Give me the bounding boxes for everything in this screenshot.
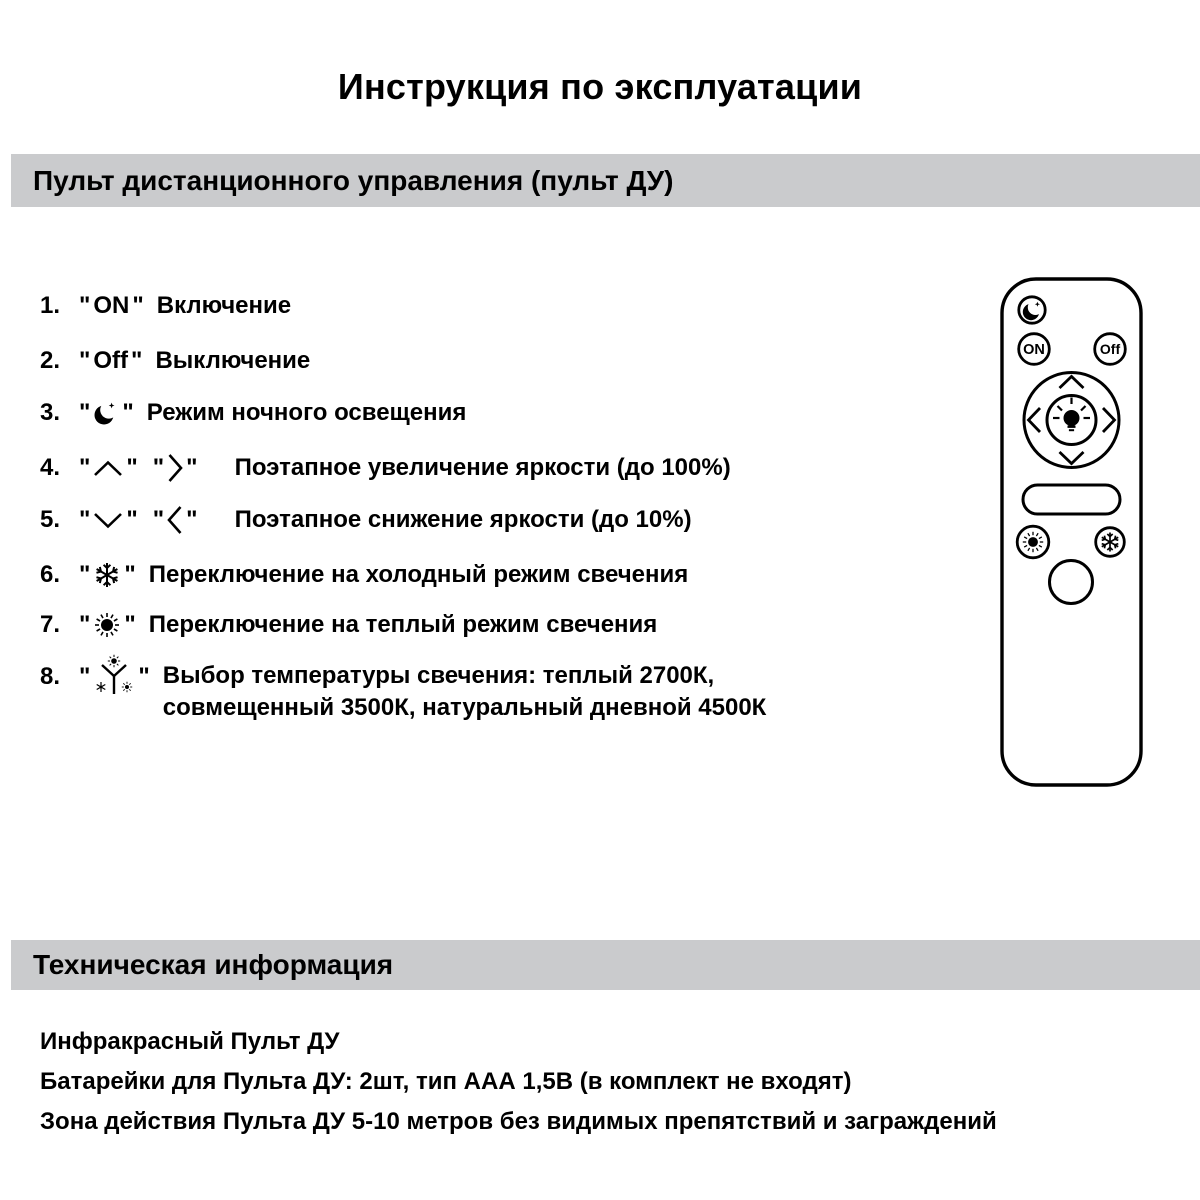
quote-mark: " xyxy=(79,454,91,481)
item-description: Поэтапное увеличение яркости (до 100%) xyxy=(234,454,731,481)
quote-mark: " xyxy=(152,506,165,533)
color-temperature-icon xyxy=(93,654,135,700)
quote-mark: " xyxy=(79,506,91,533)
item-number: 2. xyxy=(40,347,61,374)
night-mode-moon-icon xyxy=(93,399,119,427)
chevron-right-icon xyxy=(167,453,183,483)
item-number: 1. xyxy=(40,292,61,319)
button-label-off: Off xyxy=(93,347,129,374)
quote-mark: " xyxy=(79,292,91,319)
quote-mark: " xyxy=(124,611,136,638)
instruction-item-cold-mode xyxy=(40,558,688,592)
quote-mark: " xyxy=(79,663,91,690)
tech-line-remote-type: Инфракрасный Пульт ДУ xyxy=(40,1028,340,1055)
quote-mark: " xyxy=(152,454,165,481)
item-number: 5. xyxy=(40,506,61,533)
sun-icon xyxy=(93,611,121,639)
item-description: Выключение xyxy=(155,347,311,374)
remote-control-illustration xyxy=(1000,277,1143,787)
instruction-item-on xyxy=(40,289,291,323)
item-description-line1: Выбор температуры свечения: теплый 2700К, xyxy=(162,662,715,689)
item-description: Переключение на холодный режим свечения xyxy=(148,561,689,588)
section-header-remote-label: Пульт дистанционного управления (пульт ДУ) xyxy=(33,165,674,196)
quote-mark: " xyxy=(79,611,91,638)
section-header-tech-label: Техническая информация xyxy=(33,949,394,980)
section-header-tech xyxy=(11,940,1200,990)
item-description: Включение xyxy=(156,292,292,319)
item-description: Режим ночного освещения xyxy=(146,399,467,426)
quote-mark: " xyxy=(79,347,91,374)
quote-mark: " xyxy=(132,292,144,319)
item-number: 6. xyxy=(40,561,61,588)
item-description: Поэтапное снижение яркости (до 10%) xyxy=(234,506,692,533)
off-button-label: Off xyxy=(1099,341,1121,357)
page-title: Инструкция по эксплуатации xyxy=(337,66,863,107)
section-header-remote xyxy=(11,154,1200,207)
tech-line-range: Зона действия Пульта ДУ 5-10 метров без видимых препятствий и заграждений xyxy=(40,1108,997,1135)
quote-mark: " xyxy=(122,399,134,426)
quote-mark: " xyxy=(186,454,198,481)
instruction-item-color-temperature xyxy=(40,660,766,724)
quote-mark: " xyxy=(126,506,138,533)
item-number: 3. xyxy=(40,399,61,426)
instruction-item-warm-mode xyxy=(40,608,657,642)
item-description xyxy=(163,660,767,724)
chevron-down-icon xyxy=(93,512,123,529)
item-description: Переключение на теплый режим свечения xyxy=(148,611,658,638)
quote-mark: " xyxy=(131,347,143,374)
item-number: 7. xyxy=(40,611,61,638)
button-label-on: ON xyxy=(93,292,130,319)
item-description-line2: совмещенный 3500К, натуральный дневной 4500К xyxy=(162,694,767,721)
instruction-item-brightness-up xyxy=(40,451,731,485)
tech-line-batteries: Батарейки для Пульта ДУ: 2шт, тип ААА 1,5В (в комплект не входят) xyxy=(40,1068,852,1095)
item-number: 8. xyxy=(40,663,61,690)
snowflake-icon xyxy=(93,561,121,589)
instruction-item-off xyxy=(40,344,310,378)
instruction-item-brightness-down xyxy=(40,503,692,537)
quote-mark: " xyxy=(126,454,138,481)
quote-mark: " xyxy=(79,561,91,588)
item-number: 4. xyxy=(40,454,61,481)
quote-mark: " xyxy=(79,399,91,426)
instruction-item-night-mode xyxy=(40,396,466,430)
chevron-left-icon xyxy=(167,505,183,535)
pill-button xyxy=(1023,485,1120,514)
quote-mark: " xyxy=(124,561,136,588)
quote-mark: " xyxy=(186,506,198,533)
quote-mark: " xyxy=(138,663,150,690)
on-button-label: ON xyxy=(1023,342,1045,358)
chevron-up-icon xyxy=(93,460,123,477)
